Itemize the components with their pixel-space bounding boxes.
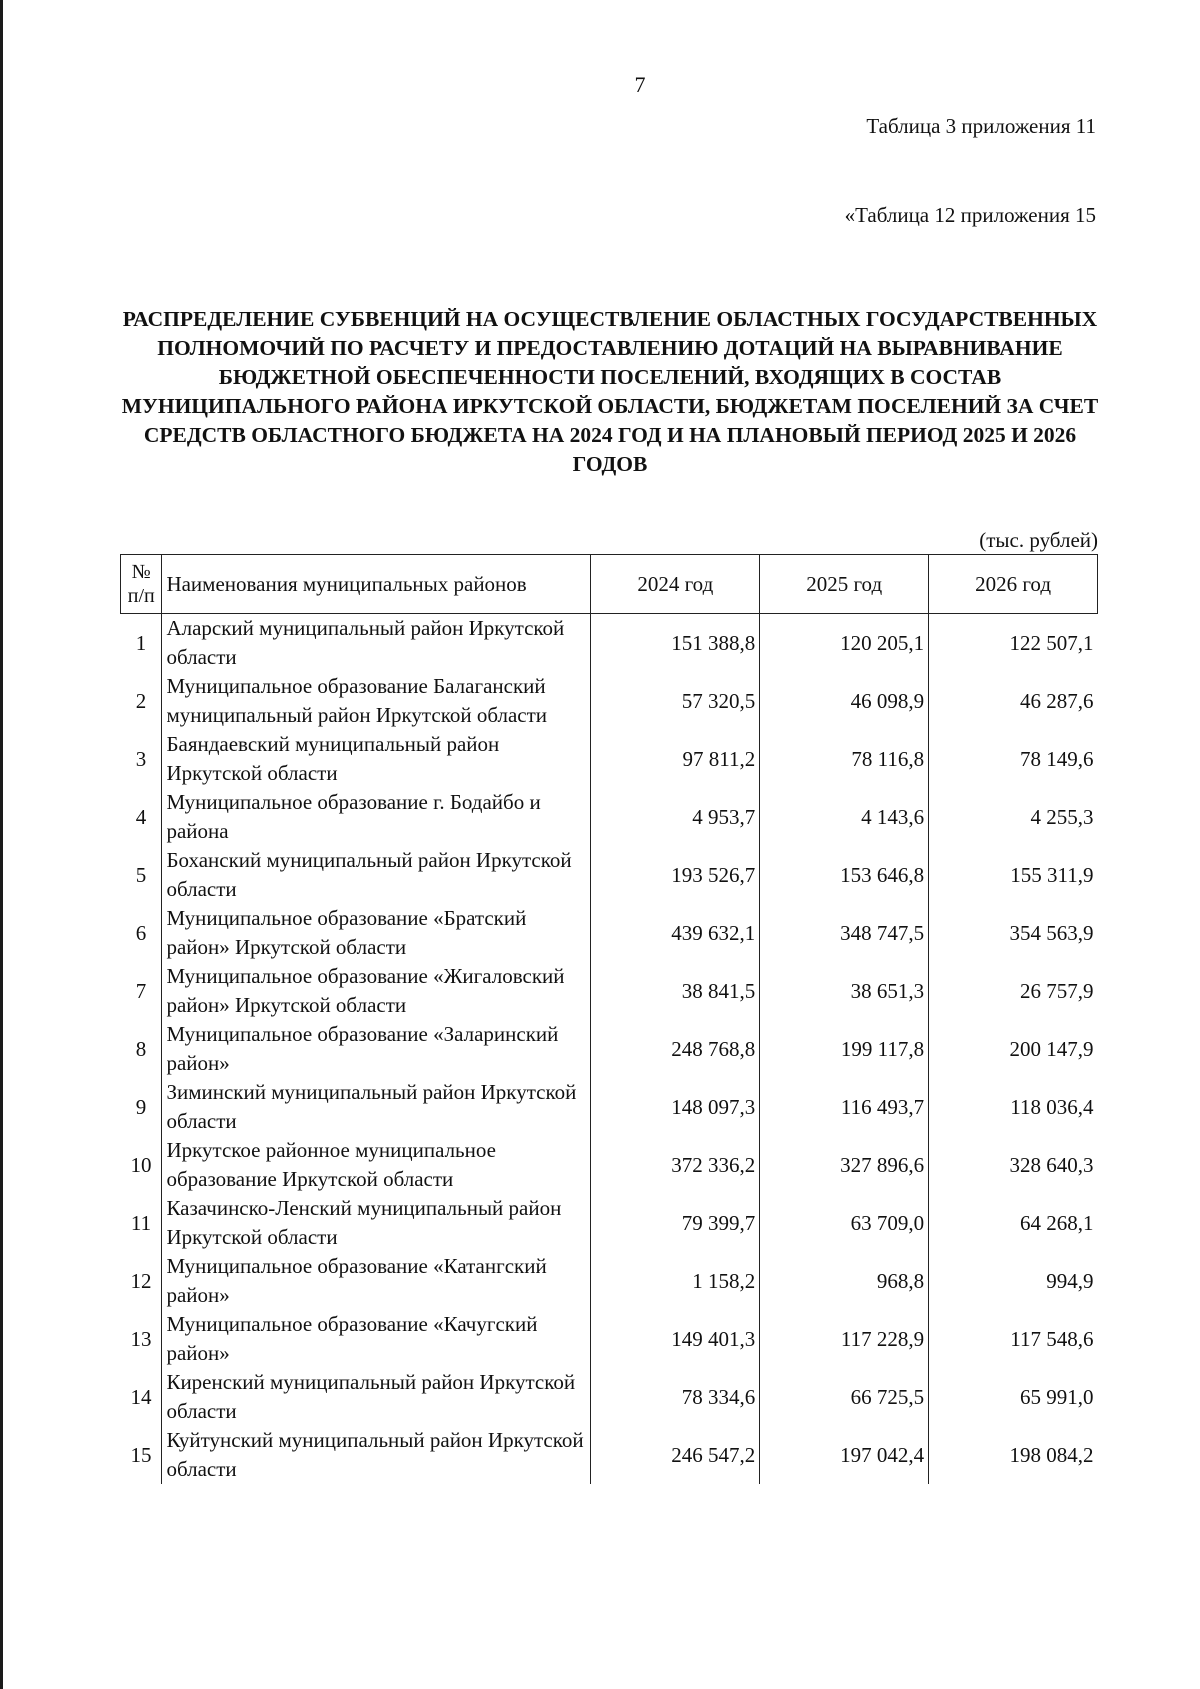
- row-value-2025: 46 098,9: [760, 672, 929, 730]
- row-value-2026: 994,9: [929, 1252, 1098, 1310]
- table-row: [121, 1136, 1098, 1194]
- row-value-2024: 79 399,7: [591, 1194, 760, 1252]
- row-number: 11: [121, 1194, 162, 1252]
- row-value-2026: 200 147,9: [929, 1020, 1098, 1078]
- header-2026: 2026 год: [929, 555, 1098, 614]
- row-value-2024: 439 632,1: [591, 904, 760, 962]
- row-number: 3: [121, 730, 162, 788]
- row-value-2024: 372 336,2: [591, 1136, 760, 1194]
- subsidy-table: [120, 554, 1098, 1484]
- row-number: 13: [121, 1310, 162, 1368]
- row-number: 10: [121, 1136, 162, 1194]
- row-number: 6: [121, 904, 162, 962]
- row-name: Муниципальное образование «Братский район» Иркутской области: [162, 904, 591, 962]
- table-row: [121, 1426, 1098, 1484]
- row-value-2026: 328 640,3: [929, 1136, 1098, 1194]
- table-header-row: [121, 555, 1098, 614]
- row-number: 12: [121, 1252, 162, 1310]
- row-value-2024: 148 097,3: [591, 1078, 760, 1136]
- row-name: Зиминский муниципальный район Иркутской области: [162, 1078, 591, 1136]
- table-row: [121, 788, 1098, 846]
- table-row: [121, 1368, 1098, 1426]
- row-value-2024: 246 547,2: [591, 1426, 760, 1484]
- row-value-2025: 153 646,8: [760, 846, 929, 904]
- table-row: [121, 614, 1098, 673]
- header-name: Наименования муниципальных районов: [162, 555, 591, 614]
- row-number: 9: [121, 1078, 162, 1136]
- row-name: Муниципальное образование г. Бодайбо и района: [162, 788, 591, 846]
- row-number: 2: [121, 672, 162, 730]
- row-value-2024: 97 811,2: [591, 730, 760, 788]
- row-number: 14: [121, 1368, 162, 1426]
- table-body: [121, 614, 1098, 1485]
- row-value-2026: 117 548,6: [929, 1310, 1098, 1368]
- row-value-2024: 4 953,7: [591, 788, 760, 846]
- row-value-2025: 116 493,7: [760, 1078, 929, 1136]
- header-number: № п/п: [121, 555, 162, 614]
- row-number: 8: [121, 1020, 162, 1078]
- row-value-2025: 120 205,1: [760, 614, 929, 673]
- row-value-2025: 968,8: [760, 1252, 929, 1310]
- row-value-2025: 348 747,5: [760, 904, 929, 962]
- row-value-2026: 65 991,0: [929, 1368, 1098, 1426]
- table-row: [121, 1194, 1098, 1252]
- row-value-2025: 117 228,9: [760, 1310, 929, 1368]
- table-row: [121, 846, 1098, 904]
- row-name: Киренский муниципальный район Иркутской области: [162, 1368, 591, 1426]
- row-value-2024: 193 526,7: [591, 846, 760, 904]
- row-name: Муниципальное образование «Заларинский район»: [162, 1020, 591, 1078]
- row-value-2026: 118 036,4: [929, 1078, 1098, 1136]
- table-row: [121, 1310, 1098, 1368]
- row-value-2026: 198 084,2: [929, 1426, 1098, 1484]
- scan-edge-line: [0, 0, 3, 1689]
- row-value-2025: 197 042,4: [760, 1426, 929, 1484]
- row-value-2024: 149 401,3: [591, 1310, 760, 1368]
- row-name: Муниципальное образование «Катангский район»: [162, 1252, 591, 1310]
- row-name: Куйтунский муниципальный район Иркутской области: [162, 1426, 591, 1484]
- units-label: (тыс. рублей): [979, 528, 1098, 552]
- row-name: Казачинско-Ленский муниципальный район Иркутской области: [162, 1194, 591, 1252]
- table-row: [121, 730, 1098, 788]
- row-name: Иркутское районное муниципальное образование Иркутской области: [162, 1136, 591, 1194]
- row-name: Баяндаевский муниципальный район Иркутской области: [162, 730, 591, 788]
- row-value-2024: 78 334,6: [591, 1368, 760, 1426]
- table-row: [121, 904, 1098, 962]
- row-value-2026: 4 255,3: [929, 788, 1098, 846]
- row-value-2026: 155 311,9: [929, 846, 1098, 904]
- row-name: Муниципальное образование «Жигаловский район» Иркутской области: [162, 962, 591, 1020]
- row-value-2025: 66 725,5: [760, 1368, 929, 1426]
- row-name: Муниципальное образование Балаганский муниципальный район Иркутской области: [162, 672, 591, 730]
- row-value-2024: 248 768,8: [591, 1020, 760, 1078]
- row-name: Боханский муниципальный район Иркутской области: [162, 846, 591, 904]
- row-value-2025: 38 651,3: [760, 962, 929, 1020]
- table-row: [121, 1078, 1098, 1136]
- row-value-2026: 122 507,1: [929, 614, 1098, 673]
- table-row: [121, 962, 1098, 1020]
- row-value-2026: 354 563,9: [929, 904, 1098, 962]
- row-number: 7: [121, 962, 162, 1020]
- page-number: 7: [634, 72, 646, 97]
- row-value-2026: 64 268,1: [929, 1194, 1098, 1252]
- row-value-2026: 78 149,6: [929, 730, 1098, 788]
- row-name: Аларский муниципальный район Иркутской области: [162, 614, 591, 673]
- header-2025: 2025 год: [760, 555, 929, 614]
- table-reference: Таблица 3 приложения 11: [866, 114, 1096, 138]
- row-value-2024: 57 320,5: [591, 672, 760, 730]
- table-row: [121, 1252, 1098, 1310]
- row-value-2026: 46 287,6: [929, 672, 1098, 730]
- row-number: 15: [121, 1426, 162, 1484]
- row-value-2026: 26 757,9: [929, 962, 1098, 1020]
- table-row: [121, 672, 1098, 730]
- table-row: [121, 1020, 1098, 1078]
- document-title: РАСПРЕДЕЛЕНИЕ СУБВЕНЦИЙ НА ОСУЩЕСТВЛЕНИЕ ОБЛАСТНЫХ ГОСУДАРСТВЕННЫХ ПОЛНОМОЧИЙ ПО РАСЧЕТУ И ПРЕДОСТАВЛЕНИЮ ДОТАЦИЙ НА ВЫРАВНИВАНИЕ БЮДЖЕТНОЙ ОБЕСПЕЧЕННОСТИ ПОСЕЛЕНИЙ, ВХОДЯЩИХ В СОСТАВ МУНИЦИПАЛЬНОГО РАЙОНА ИРКУТСКОЙ ОБЛАСТИ, БЮДЖЕТАМ ПОСЕЛЕНИЙ ЗА СЧЕТ СРЕДСТВ ОБЛАСТНОГО БЮДЖЕТА НА 2024 ГОД И НА ПЛАНОВЫЙ ПЕРИОД 2025 И 2026 ГОДОВ: [121, 307, 1099, 476]
- row-value-2025: 199 117,8: [760, 1020, 929, 1078]
- row-value-2025: 78 116,8: [760, 730, 929, 788]
- table-reference-inner: «Таблица 12 приложения 15: [844, 203, 1096, 227]
- row-value-2024: 151 388,8: [591, 614, 760, 673]
- row-value-2025: 63 709,0: [760, 1194, 929, 1252]
- row-value-2025: 4 143,6: [760, 788, 929, 846]
- row-value-2024: 38 841,5: [591, 962, 760, 1020]
- row-value-2025: 327 896,6: [760, 1136, 929, 1194]
- row-number: 1: [121, 614, 162, 673]
- row-number: 4: [121, 788, 162, 846]
- row-value-2024: 1 158,2: [591, 1252, 760, 1310]
- row-name: Муниципальное образование «Качугский район»: [162, 1310, 591, 1368]
- row-number: 5: [121, 846, 162, 904]
- header-2024: 2024 год: [591, 555, 760, 614]
